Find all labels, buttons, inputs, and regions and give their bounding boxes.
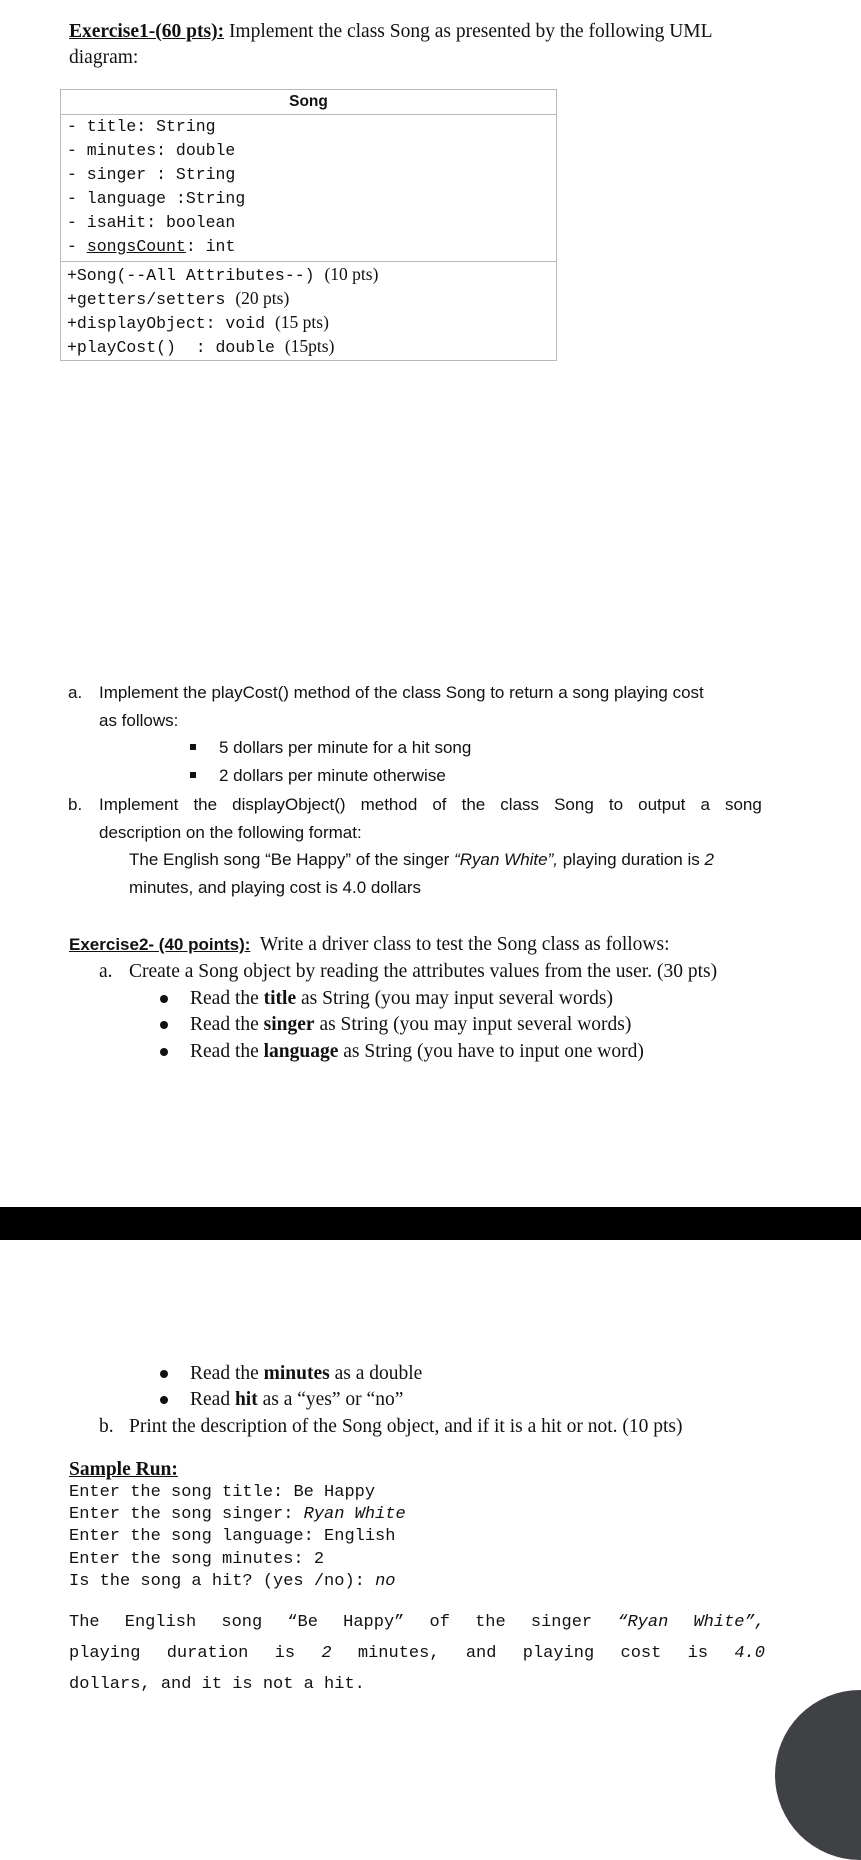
- example-singer: “Ryan White”,: [454, 850, 558, 869]
- word: Implement: [99, 795, 179, 814]
- exercise2-bullet: [190, 1387, 403, 1413]
- console-prompt: Enter the song title:: [69, 1483, 294, 1502]
- part-b-label: b.: [68, 795, 83, 814]
- exercise2-heading: Exercise2- (40 points):: [69, 935, 251, 954]
- uml-method: [67, 334, 556, 358]
- console-input: 2: [313, 1550, 325, 1569]
- part-a-line2: as follows:: [99, 711, 179, 730]
- bullet-text: Read the: [190, 988, 264, 1009]
- bullet-text: as String (you may input several words): [314, 1014, 632, 1035]
- exercise2-bullet: [190, 1012, 631, 1038]
- console-input: Ryan White: [303, 1505, 406, 1524]
- console-prompt: Enter the song singer:: [69, 1505, 304, 1524]
- uml-class-diagram: [60, 89, 557, 361]
- uml-method: [67, 286, 556, 310]
- example-text: The English song “Be Happy” of the singer: [129, 850, 455, 869]
- exercise2-a-text: Create a Song object by reading the attributes values from the user. (30 pts): [129, 961, 718, 982]
- sample-run-line: [69, 1482, 375, 1504]
- uml-class-name: Song: [61, 90, 556, 115]
- corner-overlay: [775, 1690, 861, 1860]
- square-bullet-icon: [190, 772, 196, 778]
- word: song: [724, 795, 762, 814]
- uml-method-pts: (15pts): [284, 336, 335, 356]
- uml-attribute: - language :String: [67, 189, 246, 208]
- console-input: no: [375, 1572, 396, 1591]
- uml-method: [67, 262, 556, 286]
- bullet-text: Read the: [190, 1363, 264, 1384]
- bullet-text: Read the: [190, 1041, 264, 1062]
- exercise2-b-text: Print the description of the Song object, and if it is a hit or not. (10 pts): [129, 1416, 683, 1437]
- exercise1-intro: [69, 19, 809, 71]
- uml-static-attribute: [67, 235, 556, 259]
- square-bullet-icon: [190, 744, 196, 750]
- word: cost: [620, 1644, 662, 1663]
- exercise2-b-label: b.: [99, 1416, 114, 1437]
- uml-method-pts: (10 pts): [324, 264, 379, 284]
- word: the: [461, 795, 486, 814]
- word: playing: [69, 1644, 141, 1663]
- uml-method-sig: +Song(--All Attributes--): [67, 266, 315, 285]
- word: is: [687, 1644, 709, 1663]
- bullet-text: Read: [190, 1389, 235, 1410]
- bullet-text: as a “yes” or “no”: [257, 1389, 404, 1410]
- word: minutes,: [357, 1644, 440, 1663]
- bullet-keyword: title: [263, 988, 297, 1009]
- uml-static-name: songsCount: [86, 237, 186, 256]
- exercise2-a-label: a.: [99, 961, 113, 982]
- bullet-keyword: hit: [234, 1389, 258, 1410]
- word: of: [429, 1613, 450, 1632]
- exercise1-heading: Exercise1-(60 pts):: [69, 21, 225, 42]
- uml-method-sig: +playCost() : double: [67, 338, 275, 357]
- example-text: playing duration is: [558, 850, 705, 869]
- part-a-bullet: 5 dollars per minute for a hit song: [219, 738, 472, 757]
- part-a-text: [99, 679, 769, 735]
- example-text: minutes, and playing cost is 4.0 dollars: [129, 878, 421, 897]
- sample-output-line: [69, 1612, 765, 1634]
- word: is: [274, 1644, 296, 1663]
- part-b-line1: [99, 791, 762, 819]
- word: output: [638, 795, 686, 814]
- bullet-text: as String (you may input several words): [296, 988, 613, 1009]
- part-a-label: a.: [68, 683, 83, 702]
- word: and: [465, 1644, 497, 1663]
- uml-attribute: - title: String: [67, 117, 216, 136]
- word: playing: [522, 1644, 595, 1663]
- word: of: [432, 795, 447, 814]
- uml-method-pts: (15 pts): [274, 312, 329, 332]
- word: a: [700, 795, 710, 814]
- uml-method-pts: (20 pts): [235, 288, 290, 308]
- part-b-example: [129, 846, 789, 902]
- uml-static-type: : int: [185, 237, 236, 256]
- uml-attribute: - singer : String: [67, 165, 236, 184]
- round-bullet-icon: [160, 1021, 168, 1029]
- exercise2-intro-text: Write a driver class to test the Song class as follows:: [259, 934, 670, 955]
- round-bullet-icon: [160, 1048, 168, 1056]
- bullet-text: as a double: [329, 1363, 423, 1384]
- bullet-keyword: minutes: [263, 1363, 330, 1384]
- uml-attribute: - minutes: double: [67, 141, 236, 160]
- word: “Be: [287, 1613, 318, 1632]
- bullet-keyword: language: [263, 1041, 339, 1062]
- exercise2-bullet: [190, 986, 613, 1012]
- word: displayObject(): [232, 795, 346, 814]
- sample-run-line: [69, 1504, 406, 1526]
- part-a-bullet: 2 dollars per minute otherwise: [219, 766, 446, 785]
- bullet-keyword: singer: [263, 1014, 315, 1035]
- part-a-line1: Implement the playCost() method of the class Song to return a song playing cost: [99, 683, 704, 702]
- console-input: English: [324, 1527, 396, 1546]
- console-prompt: Enter the song minutes:: [69, 1550, 314, 1569]
- word: Song: [554, 795, 594, 814]
- uml-attributes: [61, 115, 556, 262]
- console-input: Be Happy: [293, 1483, 376, 1502]
- word: Happy”: [343, 1613, 405, 1632]
- word: 4.0: [734, 1644, 765, 1663]
- exercise2-bullet: [190, 1039, 644, 1065]
- uml-attribute: - isaHit: boolean: [67, 213, 236, 232]
- word: the: [193, 795, 218, 814]
- console-prompt: Is the song a hit? (yes /no):: [69, 1572, 376, 1591]
- uml-static-prefix: -: [67, 237, 87, 256]
- round-bullet-icon: [160, 1370, 168, 1378]
- word: “Ryan: [617, 1613, 669, 1632]
- word: White”,: [693, 1613, 765, 1632]
- sample-output-line: [69, 1643, 765, 1665]
- word: class: [500, 795, 540, 814]
- sample-run-line: [69, 1571, 395, 1593]
- sample-output-line: dollars, and it is not a hit.: [69, 1675, 365, 1694]
- example-minutes: 2: [704, 850, 714, 869]
- page-separator-band: [0, 1207, 861, 1240]
- word: The: [69, 1613, 100, 1632]
- exercise1-intro-line1: Implement the class Song as presented by the following UML: [224, 21, 713, 42]
- word: the: [475, 1613, 506, 1632]
- uml-methods: [61, 262, 556, 360]
- word: singer: [530, 1613, 593, 1632]
- word: duration: [166, 1644, 249, 1663]
- word: 2: [321, 1644, 332, 1663]
- exercise2-bullet: [190, 1361, 422, 1387]
- console-prompt: Enter the song language:: [69, 1527, 325, 1546]
- word: to: [608, 795, 624, 814]
- word: song: [221, 1613, 263, 1632]
- word: English: [124, 1613, 197, 1632]
- uml-method: [67, 310, 556, 334]
- part-b-line2: description on the following format:: [99, 823, 362, 842]
- exercise2-intro: [69, 932, 789, 958]
- uml-method-sig: +getters/setters: [67, 290, 226, 309]
- sample-run-line: [69, 1526, 395, 1548]
- exercise1-intro-line2: diagram:: [69, 47, 139, 68]
- uml-method-sig: +displayObject: void: [67, 314, 266, 333]
- sample-run-line: [69, 1549, 324, 1571]
- word: method: [360, 795, 418, 814]
- bullet-text: as String (you have to input one word): [338, 1041, 644, 1062]
- sample-run-heading: Sample Run:: [69, 1459, 178, 1480]
- round-bullet-icon: [160, 995, 168, 1003]
- round-bullet-icon: [160, 1396, 168, 1404]
- bullet-text: Read the: [190, 1014, 264, 1035]
